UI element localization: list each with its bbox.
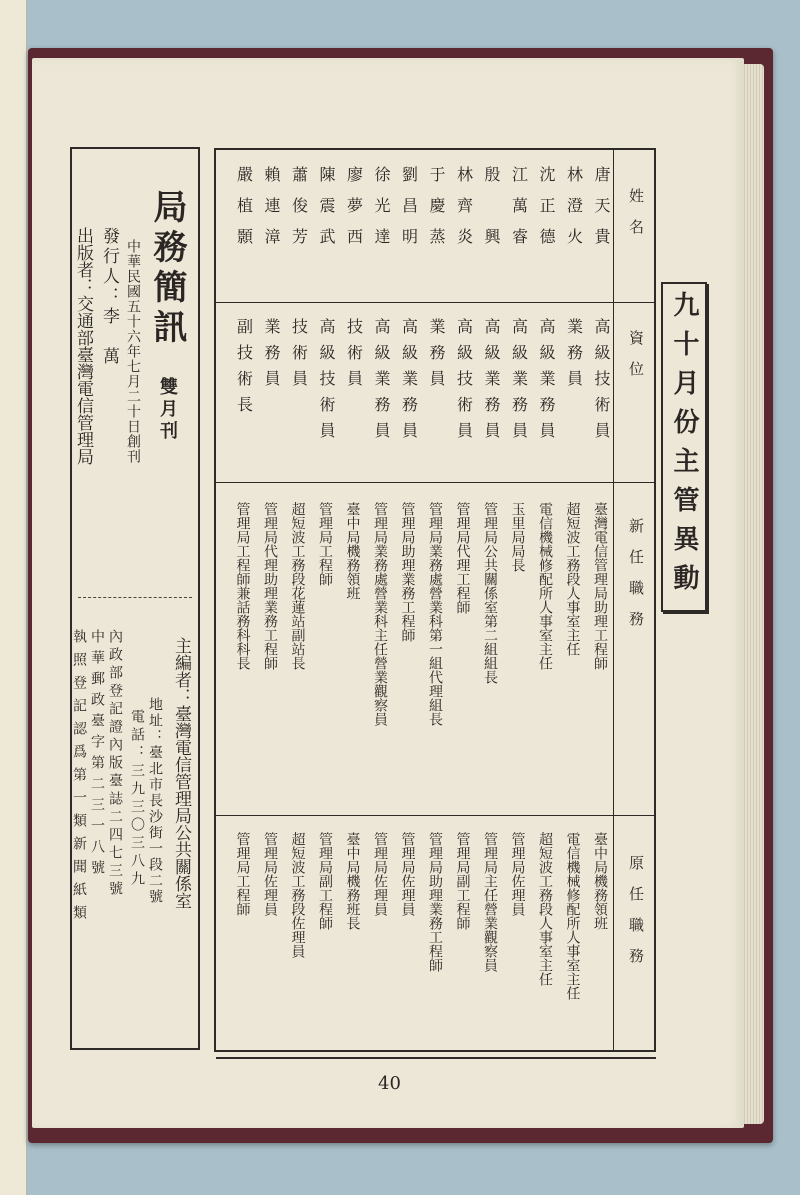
cell-name: 于慶蒸 (427, 166, 446, 259)
publisher: 出版者：交通部臺灣電信管理局 (73, 227, 93, 465)
cell-new: 管理局代理工程師 (454, 502, 471, 614)
section-title: 九十月份主管異動 (669, 291, 699, 603)
colophon-box (70, 147, 200, 1050)
cell-name: 陳震武 (317, 166, 336, 259)
row-divider-2 (216, 482, 654, 483)
cell-old: 管理局佐理員 (509, 832, 526, 916)
cell-new: 臺灣電信管理局助理工程師 (592, 502, 608, 670)
cell-name: 廖夢西 (344, 166, 364, 259)
cell-position: 高級業務員 (372, 318, 391, 448)
cell-new: 超短波工務段花蓮站副站長 (289, 502, 306, 670)
header-name: 姓名 (627, 188, 645, 250)
cell-name: 蕭俊芳 (289, 166, 309, 259)
publication-title: 局務簡訊 (147, 189, 187, 349)
header-new-duty: 新任職務 (627, 518, 645, 642)
header-old-duty: 原任職務 (627, 855, 645, 979)
cell-old: 臺中局機務班長 (344, 832, 361, 930)
left-page-edge (0, 0, 27, 1195)
cell-old: 管理局副工程師 (454, 832, 471, 930)
cell-old: 管理局主任營業觀察員 (482, 832, 498, 972)
founding-date: 中華民國五十六年七月二十日創刊 (125, 239, 141, 464)
cell-new: 管理局工程師兼話務科科長 (234, 502, 251, 670)
cell-name: 賴連漳 (262, 166, 281, 259)
registration-2: 中華郵政臺字第二三一八號 (89, 629, 105, 881)
cell-position: 副技術長 (234, 318, 254, 422)
registration-3: 執照登記認爲第一類新聞紙類 (71, 629, 87, 928)
cell-new: 玉里局局長 (509, 502, 526, 572)
cell-position: 業務員 (262, 318, 281, 396)
cell-position: 技術員 (344, 318, 364, 396)
table-header-column (613, 150, 654, 1050)
cell-name: 徐光達 (372, 166, 391, 259)
cell-name: 嚴植顥 (234, 166, 254, 259)
cell-name: 林澄火 (564, 166, 584, 259)
cell-name: 唐天貴 (592, 166, 611, 259)
row-divider-1 (216, 302, 654, 303)
cell-new: 管理局工程師 (317, 502, 333, 586)
cell-old: 管理局佐理員 (399, 832, 416, 916)
page-edges (742, 64, 764, 1124)
section-title-box (661, 282, 707, 612)
cell-position: 高級業務員 (537, 318, 556, 448)
cell-name: 殷 興 (482, 166, 501, 259)
cell-new: 臺中局機務領班 (344, 502, 361, 600)
cell-name: 江萬睿 (509, 166, 529, 259)
page-number: 40 (378, 1073, 401, 1094)
cell-old: 臺中局機務領班 (592, 832, 608, 930)
phone: 電話：三九三〇三八九 (129, 709, 145, 889)
address: 地址：臺北市長沙街一段二號 (147, 697, 163, 905)
cell-new: 管理局助理業務工程師 (399, 502, 416, 642)
cell-old: 超短波工務段佐理員 (289, 832, 306, 958)
cell-new: 超短波工務段人事室主任 (564, 502, 581, 656)
editor: 主編者：臺灣電信管理局公共關係室 (171, 637, 191, 909)
issuer: 發行人：李 萬 (99, 227, 119, 367)
cell-old: 管理局副工程師 (317, 832, 333, 930)
row-divider-3 (216, 815, 654, 816)
cell-position: 業務員 (564, 318, 584, 396)
cell-old: 管理局工程師 (234, 832, 251, 916)
cell-position: 高級業務員 (482, 318, 501, 448)
cell-position: 高級技術員 (454, 318, 474, 448)
cell-old: 電信機械修配所人事室主任 (564, 832, 581, 1000)
cell-position: 技術員 (289, 318, 309, 396)
table-bottom-rule (216, 1057, 656, 1059)
cell-name: 沈正德 (537, 166, 556, 259)
cell-old: 管理局助理業務工程師 (427, 832, 443, 972)
cell-old: 超短波工務段人事室主任 (537, 832, 553, 986)
cell-new: 管理局業務處營業科主任營業觀察員 (372, 502, 388, 726)
cell-position: 高級技術員 (592, 318, 611, 448)
cell-position: 高級技術員 (317, 318, 336, 448)
registration-1: 內政部登記證內版臺誌二四七三號 (107, 629, 123, 899)
header-position: 資位 (627, 330, 645, 392)
cell-old: 管理局佐理員 (262, 832, 278, 916)
cell-name: 劉昌明 (399, 166, 419, 259)
cell-name: 林齊炎 (454, 166, 474, 259)
cell-old: 管理局佐理員 (372, 832, 388, 916)
cell-new: 管理局業務處營業科第一組代理組長 (427, 502, 443, 726)
cell-position: 高級業務員 (509, 318, 529, 448)
cell-new: 管理局代理助理業務工程師 (262, 502, 278, 670)
cell-position: 高級業務員 (399, 318, 419, 448)
cell-new: 管理局公共關係室第二組組長 (482, 502, 498, 684)
publication-frequency: 雙月刊 (157, 377, 178, 443)
colophon-divider (78, 597, 192, 598)
cell-new: 電信機械修配所人事室主任 (537, 502, 553, 670)
cell-position: 業務員 (427, 318, 446, 396)
